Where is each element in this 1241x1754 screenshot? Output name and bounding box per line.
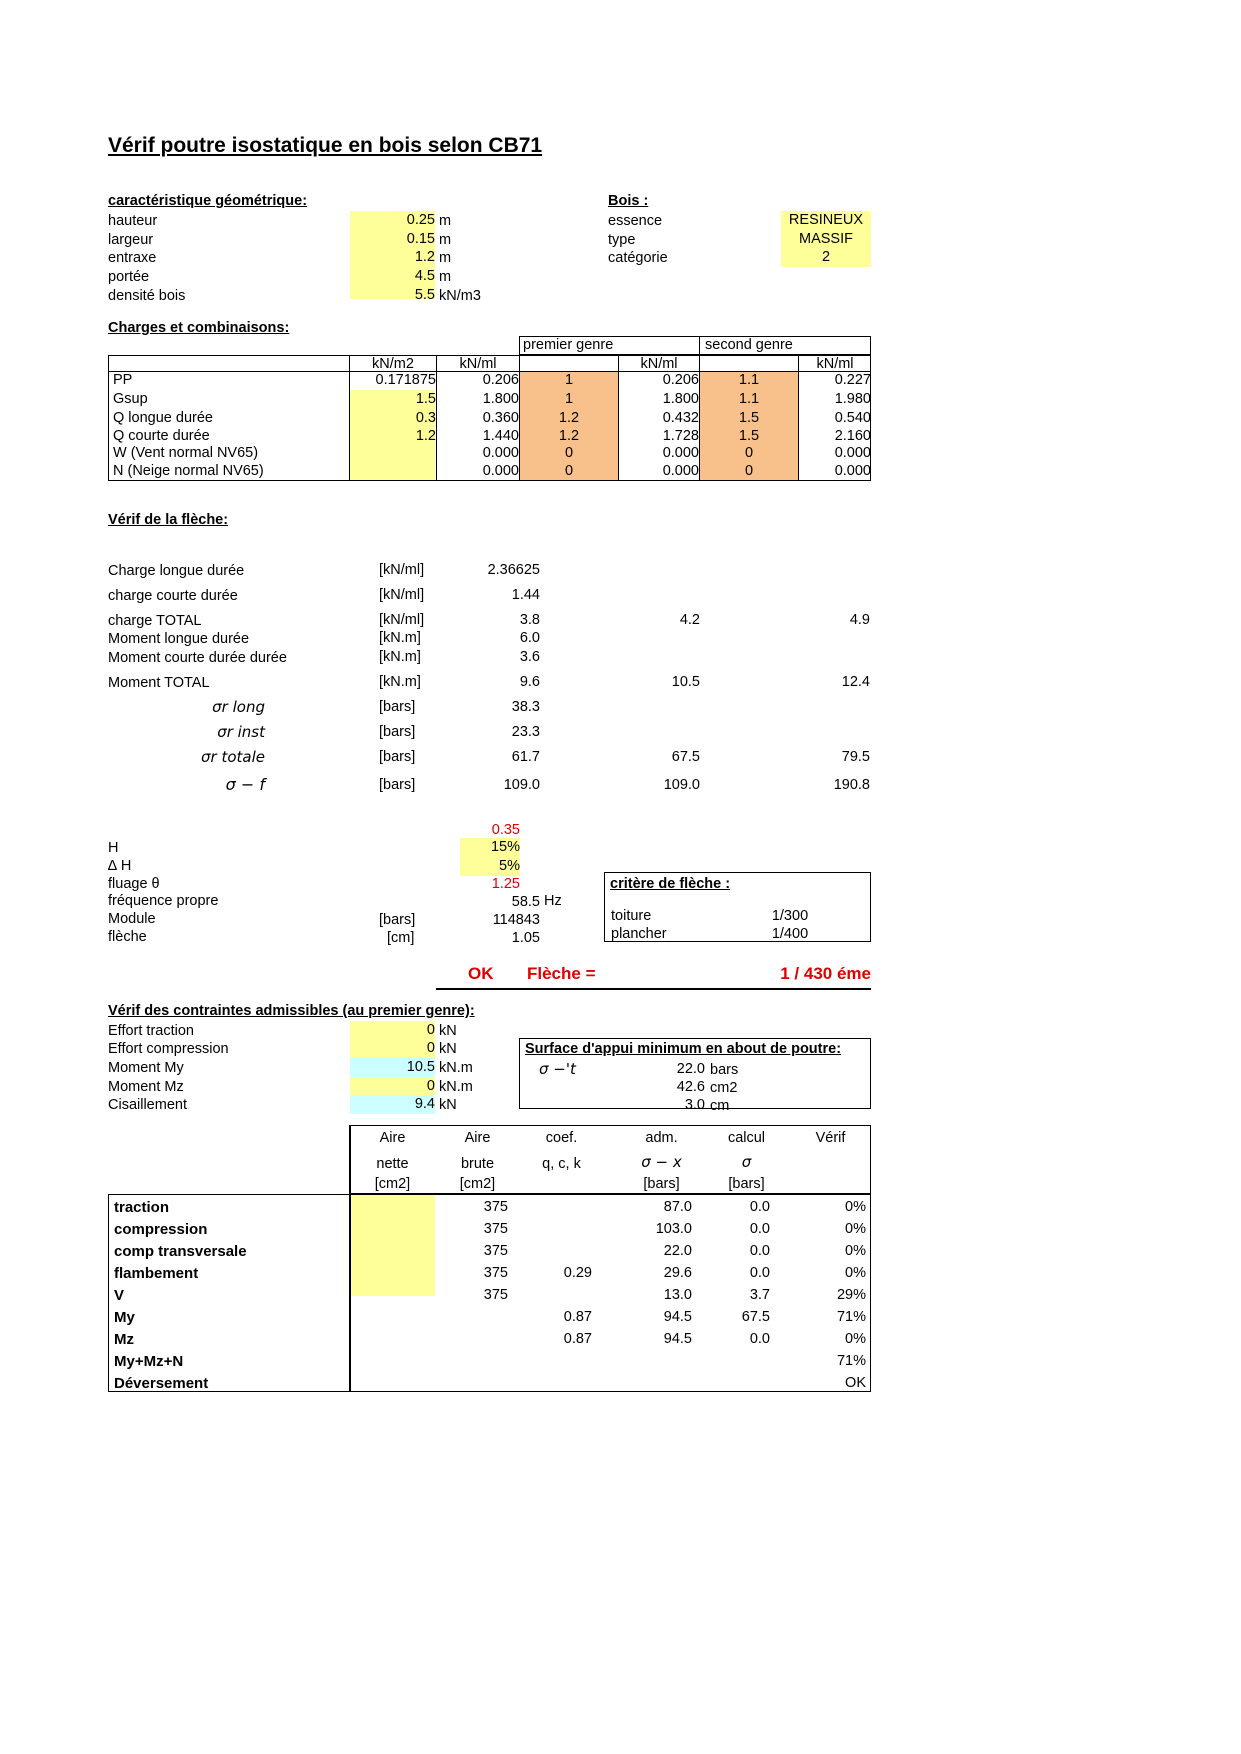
bottom-row-adm-1: 103.0 (655, 1220, 692, 1237)
bottom-row-verif-6: 0% (845, 1330, 866, 1347)
contraintes-unit-3: kN.m (439, 1079, 473, 1095)
param-freq-value: 58.5 (511, 894, 540, 911)
param-freq-unit: Hz (544, 893, 562, 909)
bottom-h1-4: calcul (727, 1130, 766, 1147)
bottom-row-label-2: comp transversale (114, 1242, 247, 1260)
bottom-row-coef-2 (520, 1240, 597, 1262)
contraintes-label-4: Cisaillement (108, 1097, 187, 1113)
fleche-v1-1: 1.44 (511, 587, 540, 604)
geometry-value-largeur[interactable]: 0.15 (406, 231, 435, 248)
bottom-row-adm-2: 22.0 (663, 1242, 692, 1259)
bottom-row-verif-0: 0% (845, 1198, 866, 1215)
bottom-row-label-4: V (114, 1286, 125, 1304)
contraintes-heading: Vérif des contraintes admissibles (au premier genre): (108, 1003, 475, 1019)
charges-row-coef1-0[interactable]: 1 (564, 372, 574, 389)
fleche-label-0: Charge longue durée (108, 563, 245, 579)
param-fleche-unit: [cm] (387, 930, 415, 947)
geometry-value-densite[interactable]: 5.5 (414, 287, 435, 304)
criteria-value-0: 1/300 (771, 908, 809, 925)
result-ok: OK (468, 964, 494, 983)
geometry-value-hauteur[interactable]: 0.25 (406, 212, 435, 229)
contraintes-label-0: Effort traction (108, 1023, 194, 1039)
sigma-v2-3: 109.0 (663, 777, 700, 794)
sigma-label-1: σr inst (217, 723, 265, 741)
charges-row-val1-3: 1.728 (662, 428, 699, 445)
charges-row-coef1-1[interactable]: 1 (564, 391, 574, 408)
geometry-label-largeur: largeur (108, 232, 154, 248)
sigma-v1-0: 38.3 (511, 699, 540, 716)
bottom-row-label-7: My+Mz+N (114, 1352, 184, 1370)
fleche-v1-3: 6.0 (519, 630, 540, 647)
param-top-value: 0.35 (491, 822, 520, 839)
charges-row-val1-5: 0.000 (662, 463, 699, 480)
bottom-row-coef-1 (520, 1218, 597, 1240)
charges-header-5: kN/ml (816, 355, 854, 372)
bottom-h3-1: [cm2] (459, 1176, 496, 1193)
wood-heading: Bois : (608, 193, 649, 209)
charges-heading: Charges et combinaisons: (108, 320, 290, 336)
charges-row-knml-4: 0.000 (482, 445, 519, 462)
bottom-row-brute-2: 375 (483, 1242, 508, 1259)
geometry-unit-portee: m (439, 269, 452, 285)
bottom-row-adm-3: 29.6 (663, 1264, 692, 1281)
sigma-v3-3: 190.8 (833, 777, 870, 794)
bottom-row-verif-8: OK (845, 1374, 866, 1391)
param-fluage-value: 1.25 (491, 876, 520, 893)
charges-row-knm2-5[interactable] (350, 462, 441, 481)
bottom-row-label-3: flambement (114, 1264, 199, 1282)
bottom-h1-2: coef. (545, 1130, 578, 1147)
sigma-label-2: σr totale (201, 748, 265, 766)
charges-row-val2-4: 0.000 (834, 445, 871, 462)
bottom-h2-4: σ (741, 1153, 752, 1171)
wood-label-essence: essence (608, 213, 663, 229)
charges-row-val2-2: 0.540 (834, 410, 871, 427)
appui-value-2: 3.0 (684, 1097, 705, 1114)
criteria-value-1: 1/400 (771, 926, 809, 943)
bottom-h2-0: nette (376, 1156, 409, 1173)
bottom-row-calcul-5: 67.5 (741, 1308, 770, 1325)
bottom-row-calcul-1: 0.0 (749, 1220, 770, 1237)
charges-row-knm2-3[interactable]: 1.2 (415, 428, 436, 445)
bottom-row-verif-3: 0% (845, 1264, 866, 1281)
bottom-h2-1: brute (460, 1156, 495, 1173)
charges-row-val1-2: 0.432 (662, 410, 699, 427)
charges-row-knm2-4[interactable] (350, 444, 441, 463)
charges-row-val1-4: 0.000 (662, 445, 699, 462)
charges-row-coef2-1[interactable]: 1.1 (738, 391, 760, 408)
bottom-h3-3: [bars] (643, 1176, 680, 1193)
fleche-unit-0: [kN/ml] (379, 562, 425, 579)
charges-row-val1-0: 0.206 (662, 372, 699, 389)
sigma-v2-2: 67.5 (671, 749, 700, 766)
param-fluage-label: fluage θ (108, 876, 160, 892)
geometry-label-entraxe: entraxe (108, 250, 157, 266)
wood-label-categorie: catégorie (608, 250, 668, 266)
fleche-label-3: Moment longue durée (108, 631, 250, 647)
bottom-row-adm-6: 94.5 (663, 1330, 692, 1347)
bottom-row-verif-7: 71% (836, 1352, 866, 1369)
bottom-h1-5: Vérif (815, 1130, 846, 1147)
bottom-h2-2: q, c, k (542, 1156, 581, 1173)
geometry-unit-hauteur: m (439, 213, 452, 229)
param-dh-label: ∆ H (108, 858, 132, 874)
fleche-label-4: Moment courte durée durée (108, 650, 287, 666)
appui-sigma-label: σ −'t (539, 1060, 576, 1078)
bottom-row-coef-5: 0.87 (563, 1308, 592, 1325)
charges-group1-label: premier genre (523, 337, 614, 354)
fleche-unit-4: [kN.m] (379, 649, 421, 666)
charges-row-val2-5: 0.000 (834, 463, 871, 480)
fleche-v3-5: 12.4 (841, 674, 870, 691)
bottom-row-verif-1: 0% (845, 1220, 866, 1237)
contraintes-value-2[interactable]: 10.5 (406, 1059, 435, 1076)
bottom-row-coef-0 (520, 1196, 597, 1218)
charges-row-val1-1: 1.800 (662, 391, 699, 408)
appui-value-0: 22.0 (676, 1061, 705, 1078)
charges-row-coef2-4[interactable]: 0 (744, 445, 754, 462)
bottom-row-coef-3: 0.29 (563, 1264, 592, 1281)
charges-row-label-5: N (Neige normal NV65) (113, 463, 264, 480)
bottom-row-label-1: compression (114, 1220, 208, 1238)
appui-unit-0: bars (710, 1062, 739, 1078)
fleche-v1-2: 3.8 (519, 612, 540, 629)
fleche-v2-5: 10.5 (671, 674, 700, 691)
sigma-v1-2: 61.7 (511, 749, 540, 766)
contraintes-unit-2: kN.m (439, 1060, 473, 1076)
sigma-unit-0: [bars] (379, 699, 416, 716)
bottom-h3-0: [cm2] (374, 1176, 411, 1193)
charges-row-knml-1: 1.800 (482, 391, 519, 408)
bottom-h3-4: [bars] (728, 1176, 765, 1193)
charges-row-label-3: Q courte durée (113, 428, 210, 445)
appui-unit-2: cm (710, 1098, 730, 1114)
param-module-label: Module (108, 911, 156, 927)
param-h-value[interactable]: 15% (490, 839, 520, 856)
contraintes-label-2: Moment My (108, 1060, 184, 1076)
bottom-row-verif-2: 0% (845, 1242, 866, 1259)
geometry-unit-entraxe: m (439, 250, 452, 266)
fleche-label-1: charge courte durée (108, 588, 238, 604)
charges-row-label-0: PP (113, 372, 133, 389)
charges-row-val2-3: 2.160 (834, 428, 871, 445)
geometry-unit-densite: kN/m3 (439, 288, 481, 304)
charges-row-label-1: Gsup (113, 391, 148, 408)
geometry-value-portee[interactable]: 4.5 (414, 268, 435, 285)
bottom-row-label-6: Mz (114, 1330, 134, 1348)
bottom-row-brute-4: 375 (483, 1286, 508, 1303)
geometry-label-densite: densité bois (108, 288, 186, 304)
sigma-unit-2: [bars] (379, 749, 416, 766)
charges-row-knm2-0[interactable]: 0.171875 (375, 372, 436, 389)
fleche-v2-2: 4.2 (679, 612, 700, 629)
wood-value-categorie[interactable]: 2 (821, 249, 831, 266)
charges-row-knm2-1[interactable]: 1.5 (415, 391, 436, 408)
charges-row-coef2-2[interactable]: 1.5 (738, 410, 760, 427)
contraintes-value-0[interactable]: 0 (426, 1022, 435, 1039)
fleche-unit-3: [kN.m] (379, 630, 421, 647)
bottom-row-adm-5: 94.5 (663, 1308, 692, 1325)
contraintes-unit-0: kN (439, 1023, 457, 1039)
fleche-unit-2: [kN/ml] (379, 612, 425, 629)
bottom-row-calcul-2: 0.0 (749, 1242, 770, 1259)
param-module-unit: [bars] (379, 912, 416, 929)
wood-label-type: type (608, 232, 636, 248)
bottom-h1-1: Aire (464, 1130, 491, 1147)
sigma-label-3: σ − f (225, 774, 265, 794)
appui-unit-1: cm2 (710, 1080, 738, 1096)
bottom-row-calcul-4: 3.7 (749, 1286, 770, 1303)
criteria-label-1: plancher (611, 926, 667, 943)
bottom-row-coef-4 (520, 1284, 597, 1306)
bottom-row-calcul-3: 0.0 (749, 1264, 770, 1281)
fleche-label-5: Moment TOTAL (108, 675, 210, 691)
charges-header-0: kN/m2 (372, 355, 414, 372)
charges-row-coef2-0[interactable]: 1.1 (738, 372, 760, 389)
contraintes-label-3: Moment Mz (108, 1079, 184, 1095)
param-freq-label: fréquence propre (108, 893, 219, 909)
fleche-v1-0: 2.36625 (487, 562, 540, 579)
charges-row-coef1-4[interactable]: 0 (564, 445, 574, 462)
charges-row-knml-2: 0.360 (482, 410, 519, 427)
param-fleche-label: flèche (108, 929, 147, 945)
bottom-row-verif-4: 29% (836, 1286, 866, 1303)
charges-row-knml-5: 0.000 (482, 463, 519, 480)
contraintes-unit-1: kN (439, 1041, 457, 1057)
bottom-row-brute-3: 375 (483, 1264, 508, 1281)
geometry-label-hauteur: hauteur (108, 213, 158, 229)
sigma-v3-2: 79.5 (841, 749, 870, 766)
geometry-unit-largeur: m (439, 232, 452, 248)
charges-row-label-2: Q longue durée (113, 410, 213, 427)
charges-row-val2-1: 1.980 (834, 391, 871, 408)
charges-row-knm2-2[interactable]: 0.3 (415, 410, 436, 427)
wood-value-type[interactable]: MASSIF (799, 231, 853, 248)
charges-row-coef1-3[interactable]: 1.2 (558, 428, 580, 445)
sigma-unit-1: [bars] (379, 724, 416, 741)
bottom-row-calcul-6: 0.0 (749, 1330, 770, 1347)
param-fleche-value: 1.05 (511, 930, 540, 947)
sigma-unit-3: [bars] (379, 777, 416, 794)
appui-heading: Surface d'appui minimum en about de poutre: (525, 1041, 842, 1057)
charges-row-coef1-2[interactable]: 1.2 (558, 410, 580, 427)
criteria-label-0: toiture (611, 908, 652, 925)
bottom-h1-3: adm. (645, 1130, 678, 1147)
bottom-h2-3: σ − x (641, 1153, 682, 1171)
bottom-row-label-0: traction (114, 1198, 170, 1216)
param-module-value: 114843 (492, 912, 540, 929)
appui-value-1: 42.6 (676, 1079, 705, 1096)
bottom-h1-0: Aire (379, 1130, 406, 1147)
charges-row-val2-0: 0.227 (834, 372, 871, 389)
fleche-unit-5: [kN.m] (379, 674, 421, 691)
contraintes-label-1: Effort compression (108, 1041, 229, 1057)
bottom-row-coef-6: 0.87 (563, 1330, 592, 1347)
bottom-row-brute-0: 375 (483, 1198, 508, 1215)
bottom-row-adm-4: 13.0 (663, 1286, 692, 1303)
fleche-heading: Vérif de la flèche: (108, 512, 229, 528)
bottom-row-verif-5: 71% (836, 1308, 866, 1325)
fleche-label-2: charge TOTAL (108, 613, 202, 629)
fleche-v3-2: 4.9 (849, 612, 870, 629)
charges-header-3: kN/ml (640, 355, 678, 372)
result-label: Flèche = (527, 964, 596, 983)
bottom-row-brute-1: 375 (483, 1220, 508, 1237)
sigma-v1-3: 109.0 (503, 777, 540, 794)
charges-row-knml-3: 1.440 (482, 428, 519, 445)
bottom-row-label-8: Déversement (114, 1374, 209, 1392)
charges-row-coef1-5[interactable]: 0 (564, 463, 574, 480)
param-h-label: H (108, 840, 119, 856)
bottom-row-adm-0: 87.0 (663, 1198, 692, 1215)
page-title: Vérif poutre isostatique en bois selon CB71 (108, 134, 543, 157)
bottom-row-label-5: My (114, 1308, 135, 1326)
geometry-label-portee: portée (108, 269, 150, 285)
sigma-label-0: σr long (212, 698, 265, 716)
charges-row-coef2-3[interactable]: 1.5 (738, 428, 760, 445)
charges-header-1: kN/ml (459, 355, 497, 372)
contraintes-value-3[interactable]: 0 (426, 1078, 435, 1095)
criteria-heading: critère de flèche : (610, 876, 731, 892)
fleche-v1-4: 3.6 (519, 649, 540, 666)
contraintes-unit-4: kN (439, 1097, 457, 1113)
charges-row-label-4: W (Vent normal NV65) (113, 445, 259, 462)
geometry-heading: caractéristique géométrique: (108, 193, 308, 209)
bottom-row-calcul-0: 0.0 (749, 1198, 770, 1215)
fleche-v1-5: 9.6 (519, 674, 540, 691)
result-value: 1 / 430 éme (780, 963, 871, 983)
charges-row-coef2-5[interactable]: 0 (744, 463, 754, 480)
charges-group2-label: second genre (705, 337, 793, 354)
fleche-unit-1: [kN/ml] (379, 587, 425, 604)
contraintes-value-1[interactable]: 0 (426, 1040, 435, 1057)
charges-row-knml-0: 0.206 (482, 372, 519, 389)
wood-value-essence[interactable]: RESINEUX (788, 212, 864, 229)
contraintes-value-4[interactable]: 9.4 (414, 1096, 435, 1113)
geometry-value-entraxe[interactable]: 1.2 (414, 249, 435, 266)
result-underline (436, 988, 871, 990)
param-dh-value[interactable]: 5% (499, 858, 520, 875)
sigma-v1-1: 23.3 (511, 724, 540, 741)
